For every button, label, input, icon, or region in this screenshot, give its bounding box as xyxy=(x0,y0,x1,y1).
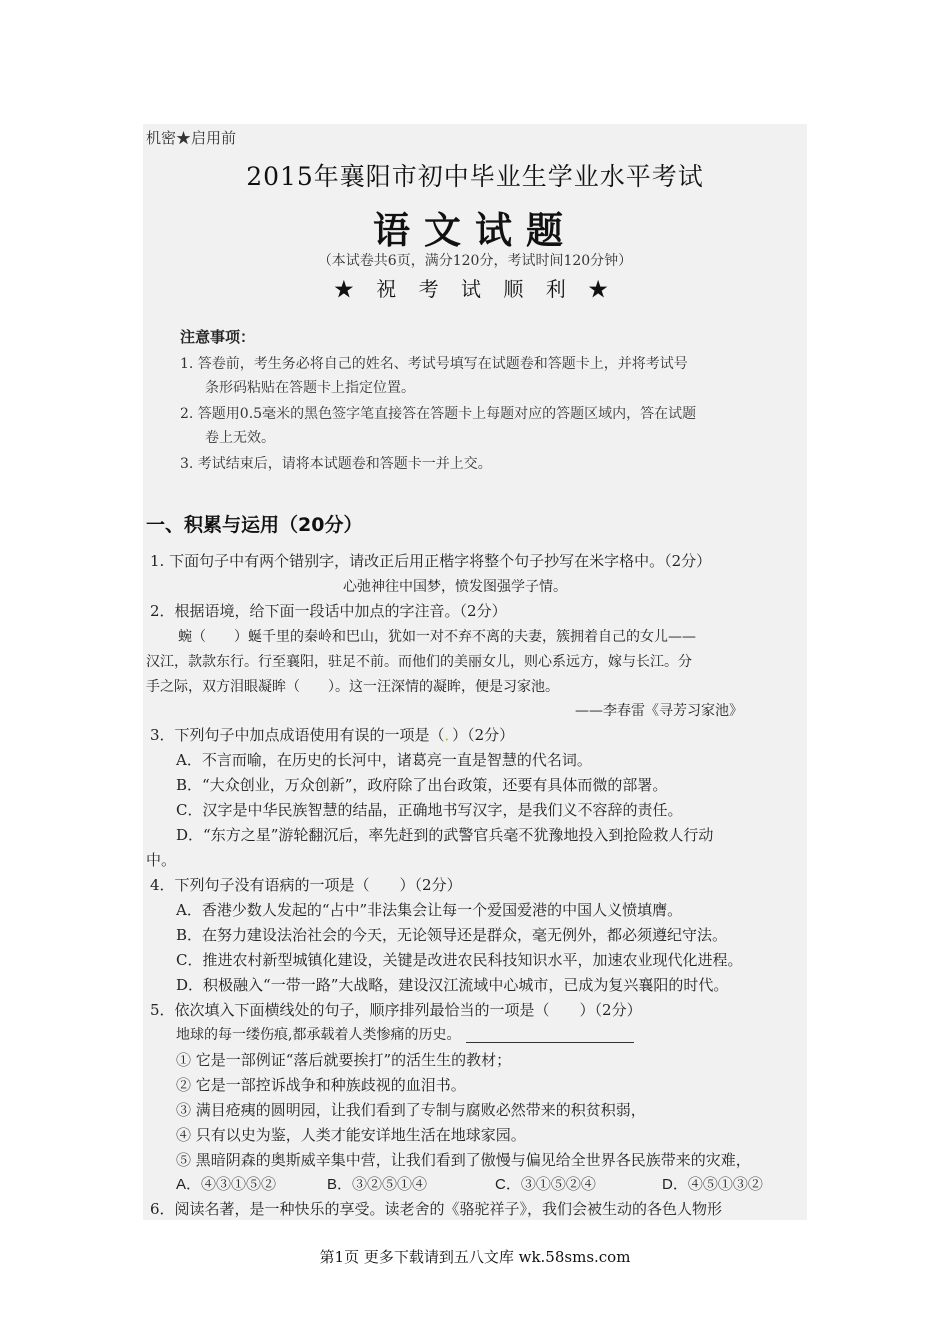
q5-item-3: ③ 满目疮痍的圆明园，让我们看到了专制与腐败必然带来的积贫积弱， xyxy=(176,1101,646,1119)
question-2-passage-3: 手之际，双方泪眼凝眸（ ）。这一汪深情的凝眸，便是习家池。 xyxy=(146,679,559,695)
q3-option-d: D．“东方之星”游轮翻沉后，率先赶到的武警官兵毫不犹豫地投入到抢险救人行动 xyxy=(176,826,714,844)
notice-item-3: 3. 考试结束后，请将本试题卷和答题卡一并上交。 xyxy=(180,456,492,472)
question-3 xyxy=(150,724,514,745)
question-1-sentence: 心弛神往中国梦，愤发图强学子情。 xyxy=(343,579,567,595)
question-3-dot: ． xyxy=(444,726,453,744)
question-5: 5．依次填入下面横线处的句子，顺序排列最恰当的一项是（ ）（2分） xyxy=(150,1001,642,1019)
question-2-passage-1: 蜿（ ）蜒千里的秦岭和巴山，犹如一对不弃不离的夫妻，簇拥着自己的女儿—— xyxy=(178,629,696,645)
q3-option-b: B．“大众创业，万众创新”，政府除了出台政策，还要有具体而微的部署。 xyxy=(176,776,668,794)
q4-option-d: D．积极融入“一带一路”大战略，建设汉江流域中心城市，已成为复兴襄阳的时代。 xyxy=(176,976,729,994)
question-3-stem: 3．下列句子中加点成语使用有误的一项是（ xyxy=(150,726,445,744)
q5-option-d: D．④⑤①③② xyxy=(662,1176,763,1193)
q5-item-2: ② 它是一部控诉战争和种族歧视的血泪书。 xyxy=(176,1076,466,1094)
good-luck-line: ★ 祝 考 试 顺 利 ★ xyxy=(333,277,617,301)
question-1: 1. 下面句子中有两个错别字，请改正后用正楷字将整个句子抄写在米字格中。（2分） xyxy=(150,552,712,570)
question-5-stem xyxy=(176,1024,634,1044)
question-2-passage-2: 汉江，款款东行。行至襄阳，驻足不前。而他们的美丽女儿，则心系远方，嫁与长江。分 xyxy=(146,654,692,670)
q5-item-5: ⑤ 黑暗阴森的奥斯威辛集中营，让我们看到了傲慢与偏见给全世界各民族带来的灾难， xyxy=(176,1151,751,1169)
q5-item-1: ① 它是一部例证“落后就要挨打”的活生生的教材； xyxy=(176,1051,512,1069)
q4-option-c: C．推进农村新型城镇化建设，关键是改进农民科技知识水平，加速农业现代化进程。 xyxy=(176,951,743,969)
q3-option-d-cont: 中。 xyxy=(146,851,177,869)
q5-option-b: B．③②⑤①④ xyxy=(327,1176,428,1193)
exam-info: （本试卷共6页，满分120分，考试时间120分钟） xyxy=(317,253,633,269)
page-footer: 第1页 更多下载请到五八文库 wk.58sms.com xyxy=(319,1248,631,1266)
passage-source: ——李春雷《寻芳习家池》 xyxy=(575,703,743,719)
q4-option-b: B．在努力建设法治社会的今天，无论领导还是群众，毫无例外，都必须遵纪守法。 xyxy=(176,926,728,944)
question-6: 6．阅读名著，是一种快乐的享受。读老舍的《骆驼祥子》，我们会被生动的各色人物形 xyxy=(150,1200,723,1218)
notice-heading: 注意事项： xyxy=(180,328,256,346)
q3-option-c: C．汉字是中华民族智慧的结晶，正确地书写汉字，是我们义不容辞的责任。 xyxy=(176,801,683,819)
question-4: 4．下列句子没有语病的一项是（ ）（2分） xyxy=(150,876,462,894)
notice-item-1-cont: 条形码粘贴在答题卡上指定位置。 xyxy=(205,380,415,396)
answer-blank xyxy=(466,1028,634,1043)
notice-item-2: 2. 答题用0.5毫米的黑色签字笔直接答在答题卡上每题对应的答题区域内，答在试题 xyxy=(180,406,697,422)
q5-option-a: A．④③①⑤② xyxy=(176,1176,277,1193)
exam-title: 2015年襄阳市初中毕业生学业水平考试 xyxy=(246,162,704,191)
section-heading: 一、积累与运用（20分） xyxy=(146,514,363,536)
question-3-score: ）（2分） xyxy=(452,726,515,744)
q5-option-c: C．③①⑤②④ xyxy=(495,1176,596,1193)
q5-item-4: ④ 只有以史为鉴，人类才能安详地生活在地球家园。 xyxy=(176,1126,526,1144)
subject-title: 语文试题 xyxy=(373,208,577,252)
question-5-sentence: 地球的每一缕伤痕,都承载着人类惨痛的历史。 xyxy=(176,1027,461,1043)
q4-option-a: A．香港少数人发起的“占中”非法集会让每一个爱国爱港的中国人义愤填膺。 xyxy=(176,901,683,919)
confidential-label: 机密★启用前 xyxy=(146,129,237,147)
question-2: 2．根据语境，给下面一段话中加点的字注音。（2分） xyxy=(150,602,507,620)
notice-item-1: 1. 答卷前，考生务必将自己的姓名、考试号填写在试题卷和答题卡上，并将考试号 xyxy=(180,356,688,372)
q3-option-a: A．不言而喻，在历史的长河中，诸葛亮一直是智慧的代名词。 xyxy=(176,751,592,769)
notice-item-2-cont: 卷上无效。 xyxy=(205,430,275,446)
